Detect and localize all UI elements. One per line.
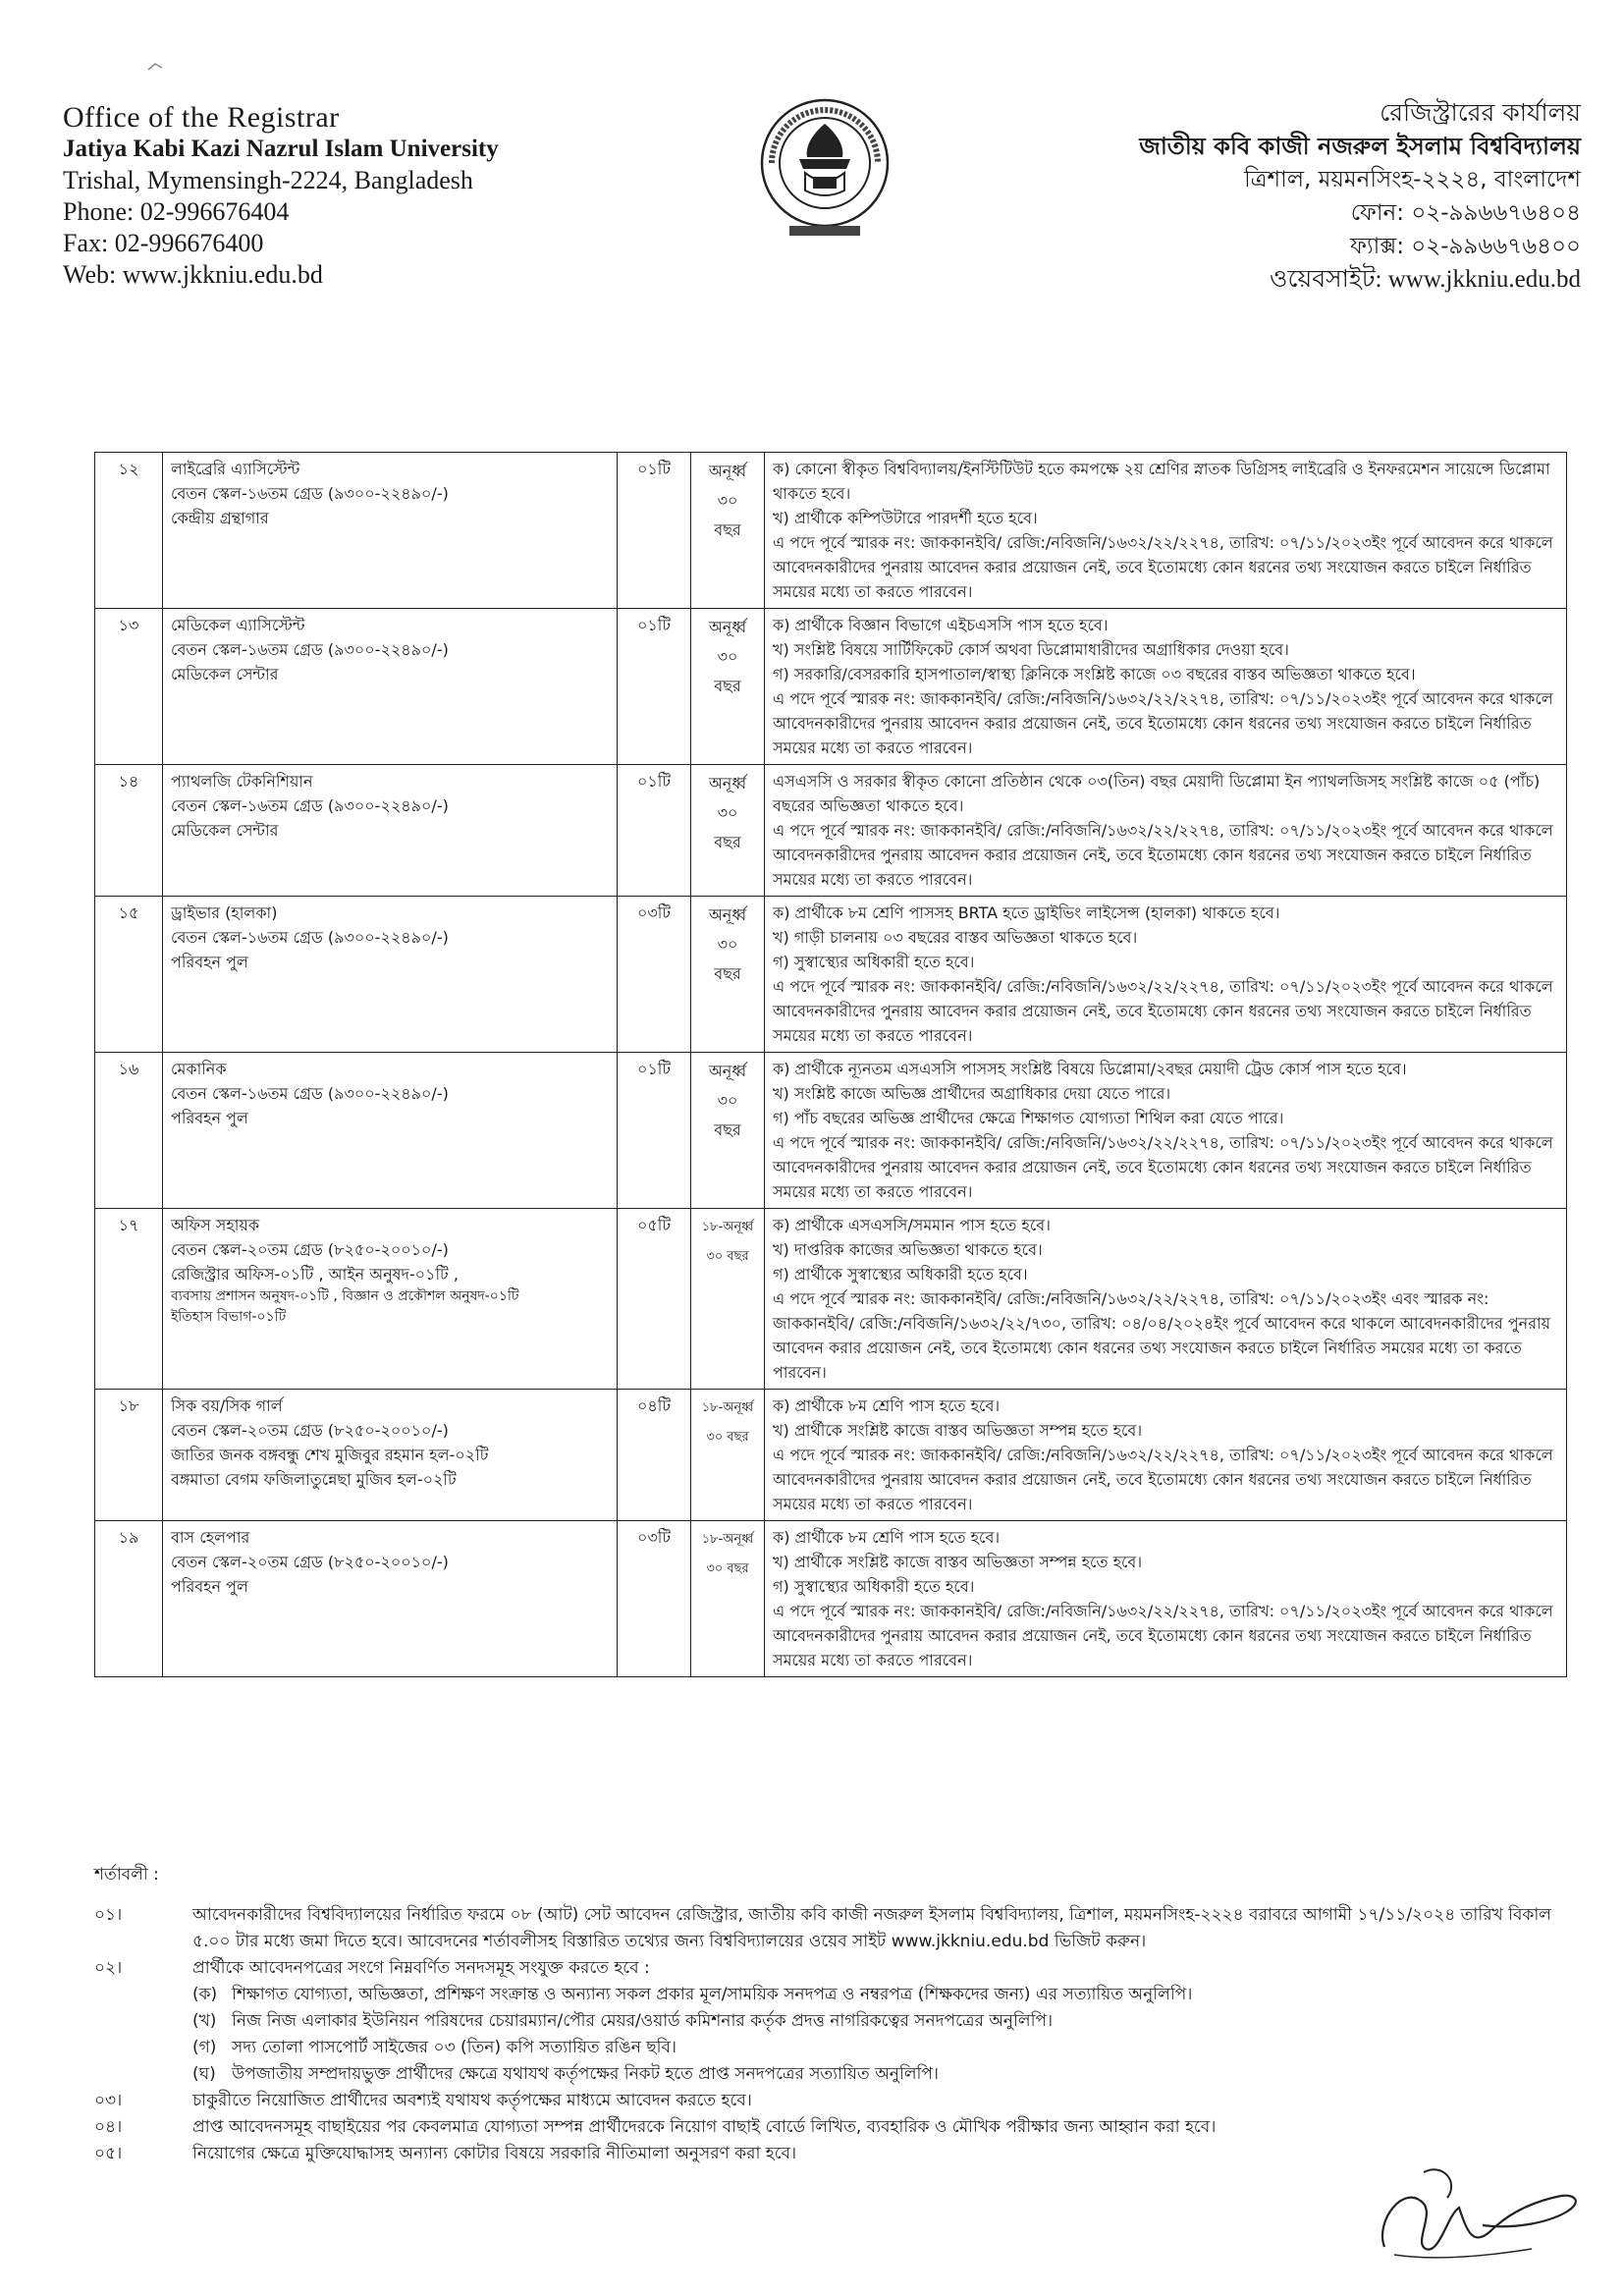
post-detail-line: জাতির জনক বঙ্গবন্ধু শেখ মুজিবুর রহমান হল-০২টি <box>171 1446 489 1464</box>
post-details <box>163 1390 618 1521</box>
age-limit-line: বছর <box>714 964 741 983</box>
sub-item-label: (গ) <box>192 2038 217 2057</box>
post-detail-line: পরিবহন পুল <box>171 953 248 971</box>
requirement-item: খ) প্রার্থীকে সংশ্লিষ্ট কাজে বাস্তব অভিজ্ঞতা সম্পন্ন হতে হবে। <box>773 1553 1143 1571</box>
condition-item <box>94 1955 1587 1982</box>
post-quantity: ০১টি <box>618 453 691 609</box>
age-limit-line: ৩০ <box>717 1091 738 1110</box>
requirement-item: গ) প্রার্থীকে সুস্বাস্থ্যের অধিকারী হতে হবে। <box>773 1265 1028 1284</box>
office-name-en: Office of the Registrar <box>63 101 340 134</box>
post-details <box>163 1209 618 1390</box>
post-title: ড্রাইভার (হালকা) <box>171 903 278 922</box>
age-limit-line: ৩০ বছর <box>706 1249 749 1264</box>
sub-item-text: উপজাতীয় সম্প্রদায়ভুক্ত প্রার্থীদের ক্ষেত্রে যথাযথ কর্তৃপক্ষের নিকট হতে প্রাপ্ত সনদপত্রের সত্যায়িত অনুলিপি। <box>232 2064 939 2084</box>
post-details <box>163 765 618 897</box>
condition-text: প্রাপ্ত আবেদনসমূহ বাছাইয়ের পর কেবলমাত্র যোগ্যতা সম্পন্ন প্রার্থীদেরকে নিয়োগ বাছাই বোর্ডে লিখিত, ব্যবহারিক ও মৌখিক পরীক্ষার জন্য আহ্বান করা হবে। <box>192 2117 1217 2137</box>
requirement-item: খ) দাপ্তরিক কাজের অভিজ্ঞতা থাকতে হবে। <box>773 1240 1043 1259</box>
age-limit <box>691 1521 765 1677</box>
serial-number: ১৫ <box>95 897 163 1053</box>
table-row <box>95 609 1567 765</box>
fax-bn: ফ্যাক্স: ০২-৯৯৬৬৭৬৪০০ <box>1350 234 1581 259</box>
address-en: Trishal, Mymensingh-2224, Bangladesh <box>63 166 473 194</box>
age-limit-line: বছর <box>714 833 741 851</box>
post-title: অফিস সহায়ক <box>171 1216 260 1234</box>
post-title: লাইব্রেরি এ্যাসিস্টেন্ট <box>171 460 300 478</box>
age-limit <box>691 1390 765 1521</box>
post-detail-line: মেডিকেল সেন্টার <box>171 665 279 683</box>
web-en: Web: www.jkkniu.edu.bd <box>63 260 323 289</box>
university-name-bn: জাতীয় কবি কাজী নজরুল ইসলাম বিশ্ববিদ্যালয় <box>1139 133 1581 160</box>
post-detail-line: বেতন স্কেল-২০তম গ্রেড (৮২৫০-২০০১০/-) <box>171 1421 449 1440</box>
post-details <box>163 897 618 1053</box>
serial-number: ১৪ <box>95 765 163 897</box>
post-details <box>163 1521 618 1677</box>
post-detail-line: কেন্দ্রীয় গ্রন্থাগার <box>171 509 269 527</box>
requirement-item: গ) পাঁচ বছরের অভিজ্ঞ প্রার্থীদের ক্ষেত্রে শিক্ষাগত যোগ্যতা শিথিল করা যেতে পারে। <box>773 1109 1284 1127</box>
post-quantity: ০৫টি <box>618 1209 691 1390</box>
post-details <box>163 609 618 765</box>
letterhead-bangla <box>1139 96 1581 297</box>
condition-sub-item <box>94 2061 1587 2088</box>
age-limit <box>691 453 765 609</box>
post-detail-line: বেতন স্কেল-২০তম গ্রেড (৮২৫০-২০০১০/-) <box>171 1240 449 1259</box>
age-limit-line: অনূর্ধ্ব <box>708 905 747 924</box>
post-quantity: ০১টি <box>618 609 691 765</box>
requirement-item: এ পদে পূর্বে স্মারক নং: জাককানইবি/ রেজি:/নবিজনি/১৬৩২/২২/২২৭৪, তারিখ: ০৭/১১/২০২৩ইং এবং স্মারক নং: জাককানইবি/ রেজি:/নবিজনি/১৬৩২/২২/৭৩০, তারিখ: ০৪/০৪/২০২৪ইং পূর্বে আবেদন করে থাকলে আবেদনকারীদের পুনরায় আবেদন করার প্রয়োজন নেই, তবে ইতোমধ্যে কোন ধরনের তথ্য সংযোজন করতে চাইলে নির্ধারিত সময়ের মধ্যে তা করতে পারবেন। <box>773 1289 1551 1382</box>
post-title: বাস হেলপার <box>171 1528 250 1547</box>
table-row <box>95 1053 1567 1209</box>
post-quantity: ০৪টি <box>618 1390 691 1521</box>
post-title: মেকানিক <box>171 1060 227 1078</box>
condition-item <box>94 2088 1587 2114</box>
post-detail-line: রেজিস্ট্রার অফিস-০১টি , আইন অনুষদ-০১টি , <box>171 1265 459 1284</box>
post-detail-line: বেতন স্কেল-২০তম গ্রেড (৮২৫০-২০০১০/-) <box>171 1553 449 1571</box>
fax-en: Fax: 02-996676400 <box>63 229 264 257</box>
condition-item <box>94 2114 1587 2141</box>
requirements <box>765 897 1567 1053</box>
age-limit <box>691 609 765 765</box>
age-limit-line: ৩০ <box>717 647 738 666</box>
age-limit <box>691 765 765 897</box>
conditions-section <box>94 1862 1587 2167</box>
age-limit-line: বছর <box>714 1121 741 1139</box>
requirement-item: খ) সংশ্লিষ্ট কাজে অভিজ্ঞ প্রার্থীদের অগ্রাধিকার দেয়া যেতে পারে। <box>773 1084 1171 1103</box>
post-detail-line: বেতন স্কেল-১৬তম গ্রেড (৯৩০০-২২৪৯০/-) <box>171 484 449 503</box>
requirement-item: এসএসসি ও সরকার স্বীকৃত কোনো প্রতিষ্ঠান থেকে ০৩(তিন) বছর মেয়াদী ডিপ্লোমা ইন প্যাথলজিসহ সংশ্লিষ্ট কাজে ০৫ (পাঁচ) বছরের অভিজ্ঞতা থাকতে হবে। <box>773 772 1541 815</box>
requirement-item: ক) প্রার্থীকে ৮ম শ্রেণি পাসসহ BRTA হতে ড্রাইভিং লাইসেন্স (হালকা) থাকতে হবে। <box>773 903 1280 922</box>
age-limit-line: ৩০ <box>717 803 738 822</box>
condition-number: ০৩। <box>94 2091 123 2110</box>
age-limit-line: ৩০ <box>717 491 738 510</box>
condition-number: ০২। <box>94 1958 123 1978</box>
requirement-item: খ) গাড়ী চালনায় ০৩ বছরের বাস্তব অভিজ্ঞতা থাকতে হবে। <box>773 928 1138 947</box>
age-limit-line: ১৮-অনূর্ধ্ব <box>701 1220 754 1234</box>
requirement-item: খ) সংশ্লিষ্ট বিষয়ে সার্টিফিকেট কোর্স অথবা ডিপ্লোমাধারীদের অগ্রাধিকার দেওয়া হবে। <box>773 640 1289 659</box>
requirements <box>765 1521 1567 1677</box>
condition-text: আবেদনকারীদের বিশ্ববিদ্যালয়ের নির্ধারিত ফরমে ০৮ (আট) সেট আবেদন রেজিস্ট্রার, জাতীয় কবি কাজী নজরুল ইসলাম বিশ্ববিদ্যালয়, ত্রিশাল, ময়মনসিংহ-২২২৪ বরাবরে আগামী ১৭/১১/২০২৪ তারিখ বিকাল ৫.০০ টার মধ্যে জমা দিতে হবে। আবেদনের শর্তাবলীসহ বিস্তারিত তথ্যের জন্য বিশ্ববিদ্যালয়ের ওয়েব সাইট www.jkkniu.edu.bd ভিজিট করুন। <box>192 1905 1551 1951</box>
age-limit <box>691 1209 765 1390</box>
condition-text: প্রার্থীকে আবেদনপত্রের সংগে নিম্নবর্ণিত সনদসমূহ সংযুক্ত করতে হবে : <box>192 1958 650 1978</box>
registrar-signature <box>1365 2153 1591 2269</box>
table-row <box>95 453 1567 609</box>
requirement-item: এ পদে পূর্বে স্মারক নং: জাককানইবি/ রেজি:/নবিজনি/১৬৩২/২২/২২৭৪, তারিখ: ০৭/১১/২০২৩ইং পূর্বে আবেদন করে থাকলে আবেদনকারীদের পুনরায় আবেদন করার প্রয়োজন নেই, তবে ইতোমধ্যে কোন ধরনের তথ্য সংযোজন করতে চাইলে নির্ধারিত সময়ের মধ্যে তা করতে পারবেন। <box>773 533 1553 601</box>
phone-bn: ফোন: ০২-৯৯৬৬৭৬৪০৪ <box>1350 200 1581 226</box>
requirements <box>765 765 1567 897</box>
requirement-item: গ) সুস্বাস্থ্যের অধিকারী হতে হবে। <box>773 1577 975 1596</box>
requirement-item: ক) প্রার্থীকে বিজ্ঞান বিভাগে এইচএসসি পাস হতে হবে। <box>773 616 1109 634</box>
age-limit-line: অনূর্ধ্ব <box>708 774 747 793</box>
table-row <box>95 1209 1567 1390</box>
post-detail-line: ইতিহাস বিভাগ-০১টি <box>171 1309 287 1325</box>
requirements <box>765 453 1567 609</box>
post-detail-line: বঙ্গমাতা বেগম ফজিলাতুন্নেছা মুজিব হল-০২টি <box>171 1470 457 1489</box>
web-bn: ওয়েবসাইট: www.jkkniu.edu.bd <box>1270 266 1581 293</box>
serial-number: ১৩ <box>95 609 163 765</box>
conditions-heading: শর্তাবলী : <box>94 1865 159 1885</box>
post-title: সিক বয়/সিক গার্ল <box>171 1396 283 1415</box>
condition-item <box>94 2141 1587 2167</box>
age-limit-line: বছর <box>714 677 741 695</box>
requirement-item: ক) প্রার্থীকে ৮ম শ্রেণি পাস হতে হবে। <box>773 1528 1001 1547</box>
condition-number: ০১। <box>94 1905 123 1925</box>
sub-item-label: (খ) <box>192 2011 217 2031</box>
condition-sub-item <box>94 2035 1587 2061</box>
condition-text: চাকুরীতে নিয়োজিত প্রার্থীদের অবশ্যই যথাযথ কর্তৃপক্ষের মাধ্যমে আবেদন করতে হবে। <box>192 2091 752 2110</box>
office-name-bn: রেজিস্ট্রারের কার্যালয় <box>1380 98 1581 127</box>
phone-en: Phone: 02-996676404 <box>63 197 290 226</box>
post-details <box>163 453 618 609</box>
requirement-item: এ পদে পূর্বে স্মারক নং: জাককানইবি/ রেজি:/নবিজনি/১৬৩২/২২/২২৭৪, তারিখ: ০৭/১১/২০২৩ইং পূর্বে আবেদন করে থাকলে আবেদনকারীদের পুনরায় আবেদন করার প্রয়োজন নেই, তবে ইতোমধ্যে কোন ধরনের তথ্য সংযোজন করতে চাইলে নির্ধারিত সময়ের মধ্যে তা করতে পারবেন। <box>773 821 1553 889</box>
serial-number: ১২ <box>95 453 163 609</box>
university-name-en: Jatiya Kabi Kazi Nazrul Islam University <box>63 136 499 162</box>
post-detail-line: পরিবহন পুল <box>171 1577 248 1596</box>
post-title: প্যাথলজি টেকনিশিয়ান <box>171 772 313 791</box>
requirement-item: গ) সুস্বাস্থ্যের অধিকারী হতে হবে। <box>773 953 975 971</box>
requirement-item: ক) প্রার্থীকে এসএসসি/সমমান পাস হতে হবে। <box>773 1216 1051 1234</box>
university-seal-logo <box>756 94 893 246</box>
post-title: মেডিকেল এ্যাসিস্টেন্ট <box>171 616 305 634</box>
post-detail-line: ব্যবসায় প্রশাসন অনুষদ-০১টি , বিজ্ঞান ও প্রকৌশল অনুষদ-০১টি <box>171 1288 519 1304</box>
requirements <box>765 1209 1567 1390</box>
scan-mark <box>147 57 163 67</box>
age-limit-line: ৩০ <box>717 935 738 954</box>
sub-item-label: (ঘ) <box>192 2064 216 2084</box>
requirement-item: ক) কোনো স্বীকৃত বিশ্ববিদ্যালয়/ইনস্টিটিউট হতে কমপক্ষে ২য় শ্রেণির স্নাতক ডিগ্রিসহ লাইব্রেরি ও ইনফরমেশন সায়েন্সে ডিপ্লোমা থাকতে হবে। <box>773 460 1550 503</box>
requirement-item: খ) প্রার্থীকে কম্পিউটারে পারদর্শী হতে হবে। <box>773 509 1038 527</box>
requirements <box>765 609 1567 765</box>
age-limit-line: ১৮-অনূর্ধ্ব <box>701 1400 754 1415</box>
condition-sub-item <box>94 2008 1587 2035</box>
address-bn: ত্রিশাল, ময়মনসিংহ-২২২৪, বাংলাদেশ <box>1244 167 1581 192</box>
table-row <box>95 897 1567 1053</box>
age-limit-line: বছর <box>714 520 741 539</box>
serial-number: ১৯ <box>95 1521 163 1677</box>
post-detail-line: বেতন স্কেল-১৬তম গ্রেড (৯৩০০-২২৪৯০/-) <box>171 640 449 659</box>
post-detail-line: পরিবহন পুল <box>171 1109 248 1127</box>
table-row <box>95 1521 1567 1677</box>
posts-table <box>94 452 1567 1677</box>
post-quantity: ০১টি <box>618 765 691 897</box>
requirements <box>765 1390 1567 1521</box>
post-details <box>163 1053 618 1209</box>
requirement-item: এ পদে পূর্বে স্মারক নং: জাককানইবি/ রেজি:/নবিজনি/১৬৩২/২২/২২৭৪, তারিখ: ০৭/১১/২০২৩ইং পূর্বে আবেদন করে থাকলে আবেদনকারীদের পুনরায় আবেদন করার প্রয়োজন নেই, তবে ইতোমধ্যে কোন ধরনের তথ্য সংযোজন করতে চাইলে নির্ধারিত সময়ের মধ্যে তা করতে পারবেন। <box>773 1602 1553 1669</box>
post-detail-line: বেতন স্কেল-১৬তম গ্রেড (৯৩০০-২২৪৯০/-) <box>171 796 449 815</box>
requirement-item: এ পদে পূর্বে স্মারক নং: জাককানইবি/ রেজি:/নবিজনি/১৬৩২/২২/২২৭৪, তারিখ: ০৭/১১/২০২৩ইং পূর্বে আবেদন করে থাকলে আবেদনকারীদের পুনরায় আবেদন করার প্রয়োজন নেই, তবে ইতোমধ্যে কোন ধরনের তথ্য সংযোজন করতে চাইলে নির্ধারিত সময়ের মধ্যে তা করতে পারবেন। <box>773 689 1553 757</box>
condition-sub-item <box>94 1982 1587 2008</box>
age-limit-line: ১৮-অনূর্ধ্ব <box>701 1532 754 1547</box>
condition-item <box>94 1902 1587 1955</box>
requirement-item: গ) সরকারি/বেসরকারি হাসপাতাল/স্বাস্থ্য ক্লিনিকে সংশ্লিষ্ট কাজে ০৩ বছরের বাস্তব অভিজ্ঞতা থাকতে হবে। <box>773 665 1416 683</box>
age-limit <box>691 897 765 1053</box>
sub-item-text: সদ্য তোলা পাসপোর্ট সাইজের ০৩ (তিন) কপি সত্যায়িত রঙিন ছবি। <box>232 2038 677 2057</box>
post-quantity: ০৩টি <box>618 1521 691 1677</box>
post-quantity: ০৩টি <box>618 897 691 1053</box>
post-detail-line: বেতন স্কেল-১৬তম গ্রেড (৯৩০০-২২৪৯০/-) <box>171 1084 449 1103</box>
requirement-item: এ পদে পূর্বে স্মারক নং: জাককানইবি/ রেজি:/নবিজনি/১৬৩২/২২/২২৭৪, তারিখ: ০৭/১১/২০২৩ইং পূর্বে আবেদন করে থাকলে আবেদনকারীদের পুনরায় আবেদন করার প্রয়োজন নেই, তবে ইতোমধ্যে কোন ধরনের তথ্য সংযোজন করতে চাইলে নির্ধারিত সময়ের মধ্যে তা করতে পারবেন। <box>773 977 1553 1045</box>
serial-number: ১৬ <box>95 1053 163 1209</box>
post-quantity: ০১টি <box>618 1053 691 1209</box>
requirement-item: খ) প্রার্থীকে সংশ্লিষ্ট কাজে বাস্তব অভিজ্ঞতা সম্পন্ন হতে হবে। <box>773 1421 1143 1440</box>
sub-item-text: শিক্ষাগত যোগ্যতা, অভিজ্ঞতা, প্রশিক্ষণ সংক্রান্ত ও অন্যান্য সকল প্রকার মূল/সাময়িক সনদপত্র ও নম্বরপত্র (শিক্ষকদের জন্য) এর সত্যায়িত অনুলিপি। <box>232 1985 1193 2004</box>
requirement-item: এ পদে পূর্বে স্মারক নং: জাককানইবি/ রেজি:/নবিজনি/১৬৩২/২২/২২৭৪, তারিখ: ০৭/১১/২০২৩ইং পূর্বে আবেদন করে থাকলে আবেদনকারীদের পুনরায় আবেদন করার প্রয়োজন নেই, তবে ইতোমধ্যে কোন ধরনের তথ্য সংযোজন করতে চাইলে নির্ধারিত সময়ের মধ্যে তা করতে পারবেন। <box>773 1133 1553 1201</box>
table-row <box>95 765 1567 897</box>
requirement-item: এ পদে পূর্বে স্মারক নং: জাককানইবি/ রেজি:/নবিজনি/১৬৩২/২২/২২৭৪, তারিখ: ০৭/১১/২০২৩ইং পূর্বে আবেদন করে থাকলে আবেদনকারীদের পুনরায় আবেদন করার প্রয়োজন নেই, তবে ইতোমধ্যে কোন ধরনের তথ্য সংযোজন করতে চাইলে নির্ধারিত সময়ের মধ্যে তা করতে পারবেন। <box>773 1446 1553 1513</box>
requirements <box>765 1053 1567 1209</box>
age-limit-line: অনূর্ধ্ব <box>708 618 747 636</box>
age-limit-line: ৩০ বছর <box>706 1430 749 1445</box>
condition-number: ০৪। <box>94 2117 123 2137</box>
condition-number: ০৫। <box>94 2144 123 2163</box>
serial-number: ১৭ <box>95 1209 163 1390</box>
age-limit-line: অনূর্ধ্ব <box>708 462 747 480</box>
age-limit-line: অনূর্ধ্ব <box>708 1062 747 1080</box>
post-detail-line: বেতন স্কেল-১৬তম গ্রেড (৯৩০০-২২৪৯০/-) <box>171 928 449 947</box>
requirement-item: ক) প্রার্থীকে ন্যূনতম এসএসসি পাসসহ সংশ্লিষ্ট বিষয়ে ডিপ্লোমা/২বছর মেয়াদী ট্রেড কোর্স পাস হতে হবে। <box>773 1060 1407 1078</box>
age-limit-line: ৩০ বছর <box>706 1561 749 1576</box>
requirement-item: ক) প্রার্থীকে ৮ম শ্রেণি পাস হতে হবে। <box>773 1396 1001 1415</box>
condition-text: নিয়োগের ক্ষেত্রে মুক্তিযোদ্ধাসহ অন্যান্য কোটার বিষয়ে সরকারি নীতিমালা অনুসরণ করা হবে। <box>192 2144 797 2163</box>
sub-item-label: (ক) <box>192 1985 218 2004</box>
serial-number: ১৮ <box>95 1390 163 1521</box>
post-detail-line: মেডিকেল সেন্টার <box>171 821 279 840</box>
letterhead-english <box>63 102 499 291</box>
age-limit <box>691 1053 765 1209</box>
sub-item-text: নিজ নিজ এলাকার ইউনিয়ন পরিষদের চেয়ারম্যান/পৌর মেয়র/ওয়ার্ড কমিশনার কর্তৃক প্রদত্ত নাগরিকত্বের সনদপত্রের অনুলিপি। <box>232 2011 1054 2031</box>
table-row <box>95 1390 1567 1521</box>
